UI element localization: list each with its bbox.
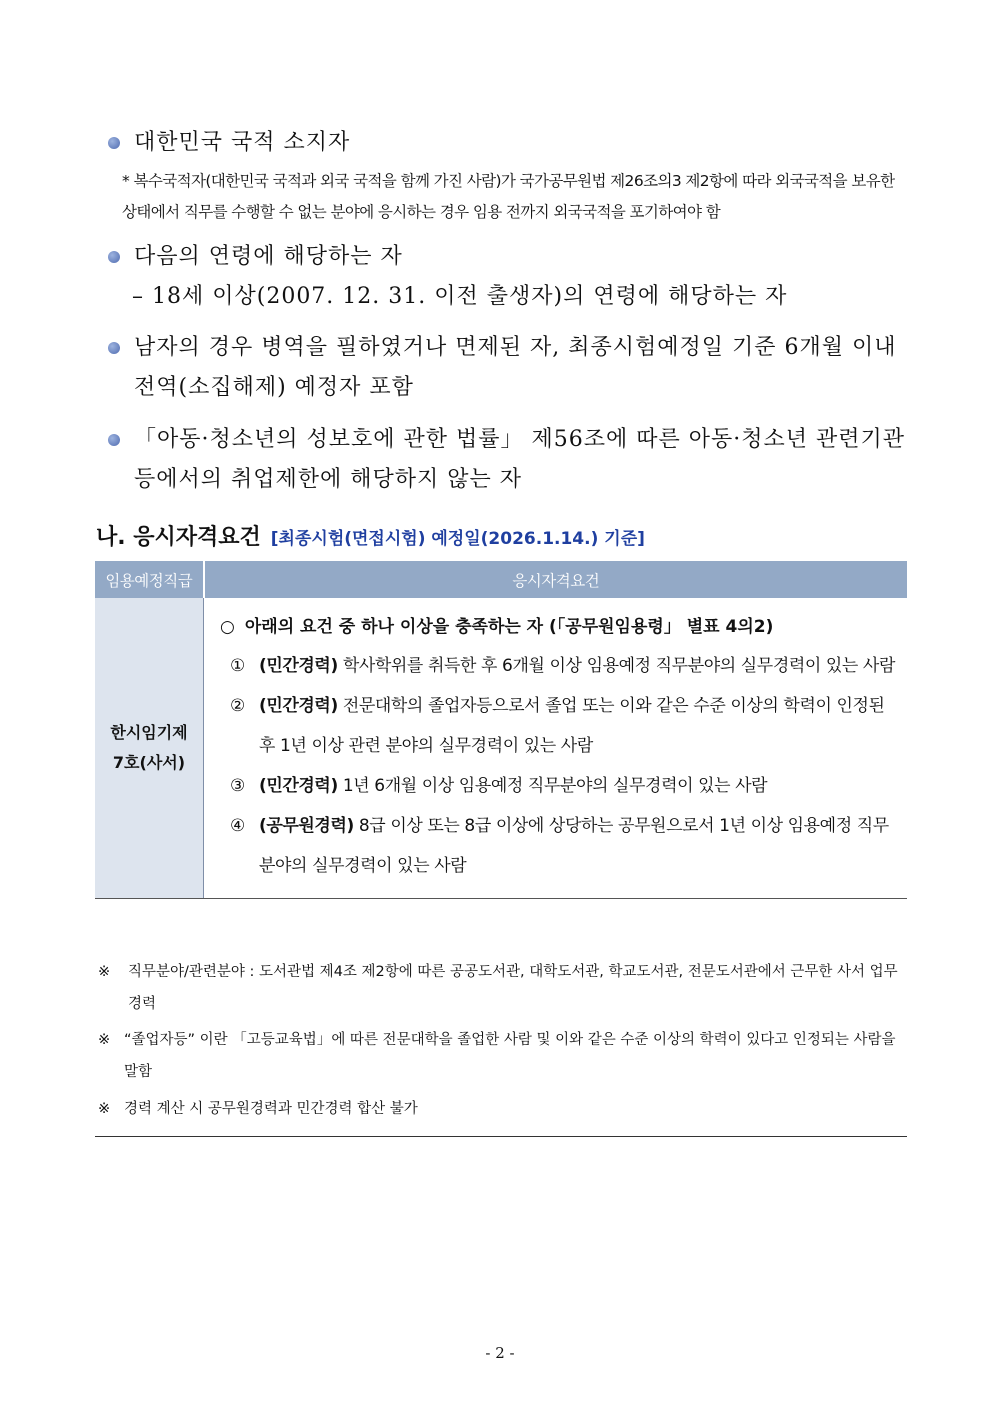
rank-cell <box>95 598 204 899</box>
item-text: 학사학위를 취득한 후 6개월 이상 임용예정 직무분야의 실무경력이 있는 사람 <box>342 656 895 676</box>
item-tag: (민간경력) <box>259 696 338 716</box>
section-divider <box>95 1136 907 1137</box>
table-header-row <box>95 561 907 598</box>
bullet-military-text: 남자의 경우 병역을 필하였거나 면제된 자, 최종시험예정일 기준 6개월 이내 전역(소집해제) 예정자 포함 <box>134 335 897 400</box>
footnote-career-calc-text: 경력 계산 시 공무원경력과 민간경력 합산 불가 <box>124 1101 418 1117</box>
requirements-cell <box>204 598 908 899</box>
rank-text: 한시임기제 7호(사서) <box>110 723 188 772</box>
bullet-dot-icon <box>108 434 120 446</box>
bullet-employment-restriction <box>108 420 908 500</box>
requirements-table <box>95 561 907 899</box>
footnote-graduates <box>98 1024 908 1088</box>
footnote-graduates-text: “졸업자등” 이란 「고등교육법」에 따른 전문대학을 졸업한 사람 및 이와 같은 수준 이상의 학력이 있다고 인정되는 사람을 말함 <box>124 1032 896 1080</box>
footnote-career-calc <box>98 1093 908 1125</box>
reference-mark-icon: ※ <box>98 964 111 980</box>
requirements-lead <box>204 608 907 646</box>
reference-mark-icon: ※ <box>98 1032 111 1048</box>
item-text: 1년 6개월 이상 임용예정 직무분야의 실무경력이 있는 사람 <box>342 776 768 796</box>
requirement-item-1 <box>204 646 907 686</box>
section-title-text: 나. 응시자격요건 <box>96 525 261 550</box>
bullet-dot-icon <box>108 342 120 354</box>
requirement-item-4 <box>204 806 907 886</box>
header-requirements: 응시자격요건 <box>204 561 908 598</box>
requirement-item-2 <box>204 686 907 766</box>
circle-marker-icon: ○ <box>220 617 235 637</box>
dual-nationality-note: * 복수국적자(대한민국 국적과 외국 국적을 함께 가진 사람)가 국가공무원법 제26조의3 제2항에 따라 외국국적을 보유한 상태에서 직무를 수행할 수 없는 분야에 응시하는 경우 임용 전까지 외국국적을 포기하여야 함 <box>122 172 895 221</box>
header-rank: 임용예정직급 <box>95 561 204 598</box>
bullet-employment-restriction-text: 「아동·청소년의 성보호에 관한 법률」 제56조에 따른 아동·청소년 관련기관 등에서의 취업제한에 해당하지 않는 자 <box>134 427 905 492</box>
bullet-dot-icon <box>108 137 120 149</box>
bullet-age-text: 다음의 연령에 해당하는 자 <box>134 244 403 269</box>
requirement-item-3 <box>204 766 907 806</box>
age-detail: – 18세 이상(2007. 12. 31. 이전 출생자)의 연령에 해당하는 자 <box>132 284 788 309</box>
item-text: 8급 이상 또는 8급 이상에 상당하는 공무원으로서 1년 이상 임용예정 직무분야의 실무경력이 있는 사람 <box>259 816 889 876</box>
footnote-job-field <box>98 956 908 1020</box>
requirements-lead-text: 아래의 요건 중 하나 이상을 충족하는 자 (「공무원임용령」 별표 4의2) <box>244 617 774 637</box>
bullet-military <box>108 328 908 408</box>
section-subtitle: [최종시험(면접시험) 예정일(2026.1.14.) 기준] <box>270 529 645 549</box>
bullet-age <box>108 237 908 277</box>
item-number: ④ <box>230 816 245 836</box>
item-tag: (민간경력) <box>259 656 338 676</box>
item-tag: (민간경력) <box>259 776 338 796</box>
bullet-dot-icon <box>108 251 120 263</box>
bullet-nationality <box>108 123 908 163</box>
item-number: ② <box>230 696 245 716</box>
table-row <box>95 598 907 899</box>
footnote-job-field-text: 직무분야/관련분야 : 도서관법 제4조 제2항에 따른 공공도서관, 대학도서관, 학교도서관, 전문도서관에서 근무한 사서 업무 경력 <box>128 964 898 1012</box>
item-number: ③ <box>230 776 245 796</box>
item-number: ① <box>230 656 245 676</box>
bullet-nationality-text: 대한민국 국적 소지자 <box>134 130 351 155</box>
section-title <box>96 520 645 551</box>
page-number: - 2 - <box>485 1344 515 1362</box>
item-tag: (공무원경력) <box>259 816 354 836</box>
item-text: 전문대학의 졸업자등으로서 졸업 또는 이와 같은 수준 이상의 학력이 인정된 후 1년 이상 관련 분야의 실무경력이 있는 사람 <box>259 696 885 756</box>
reference-mark-icon: ※ <box>98 1101 111 1117</box>
